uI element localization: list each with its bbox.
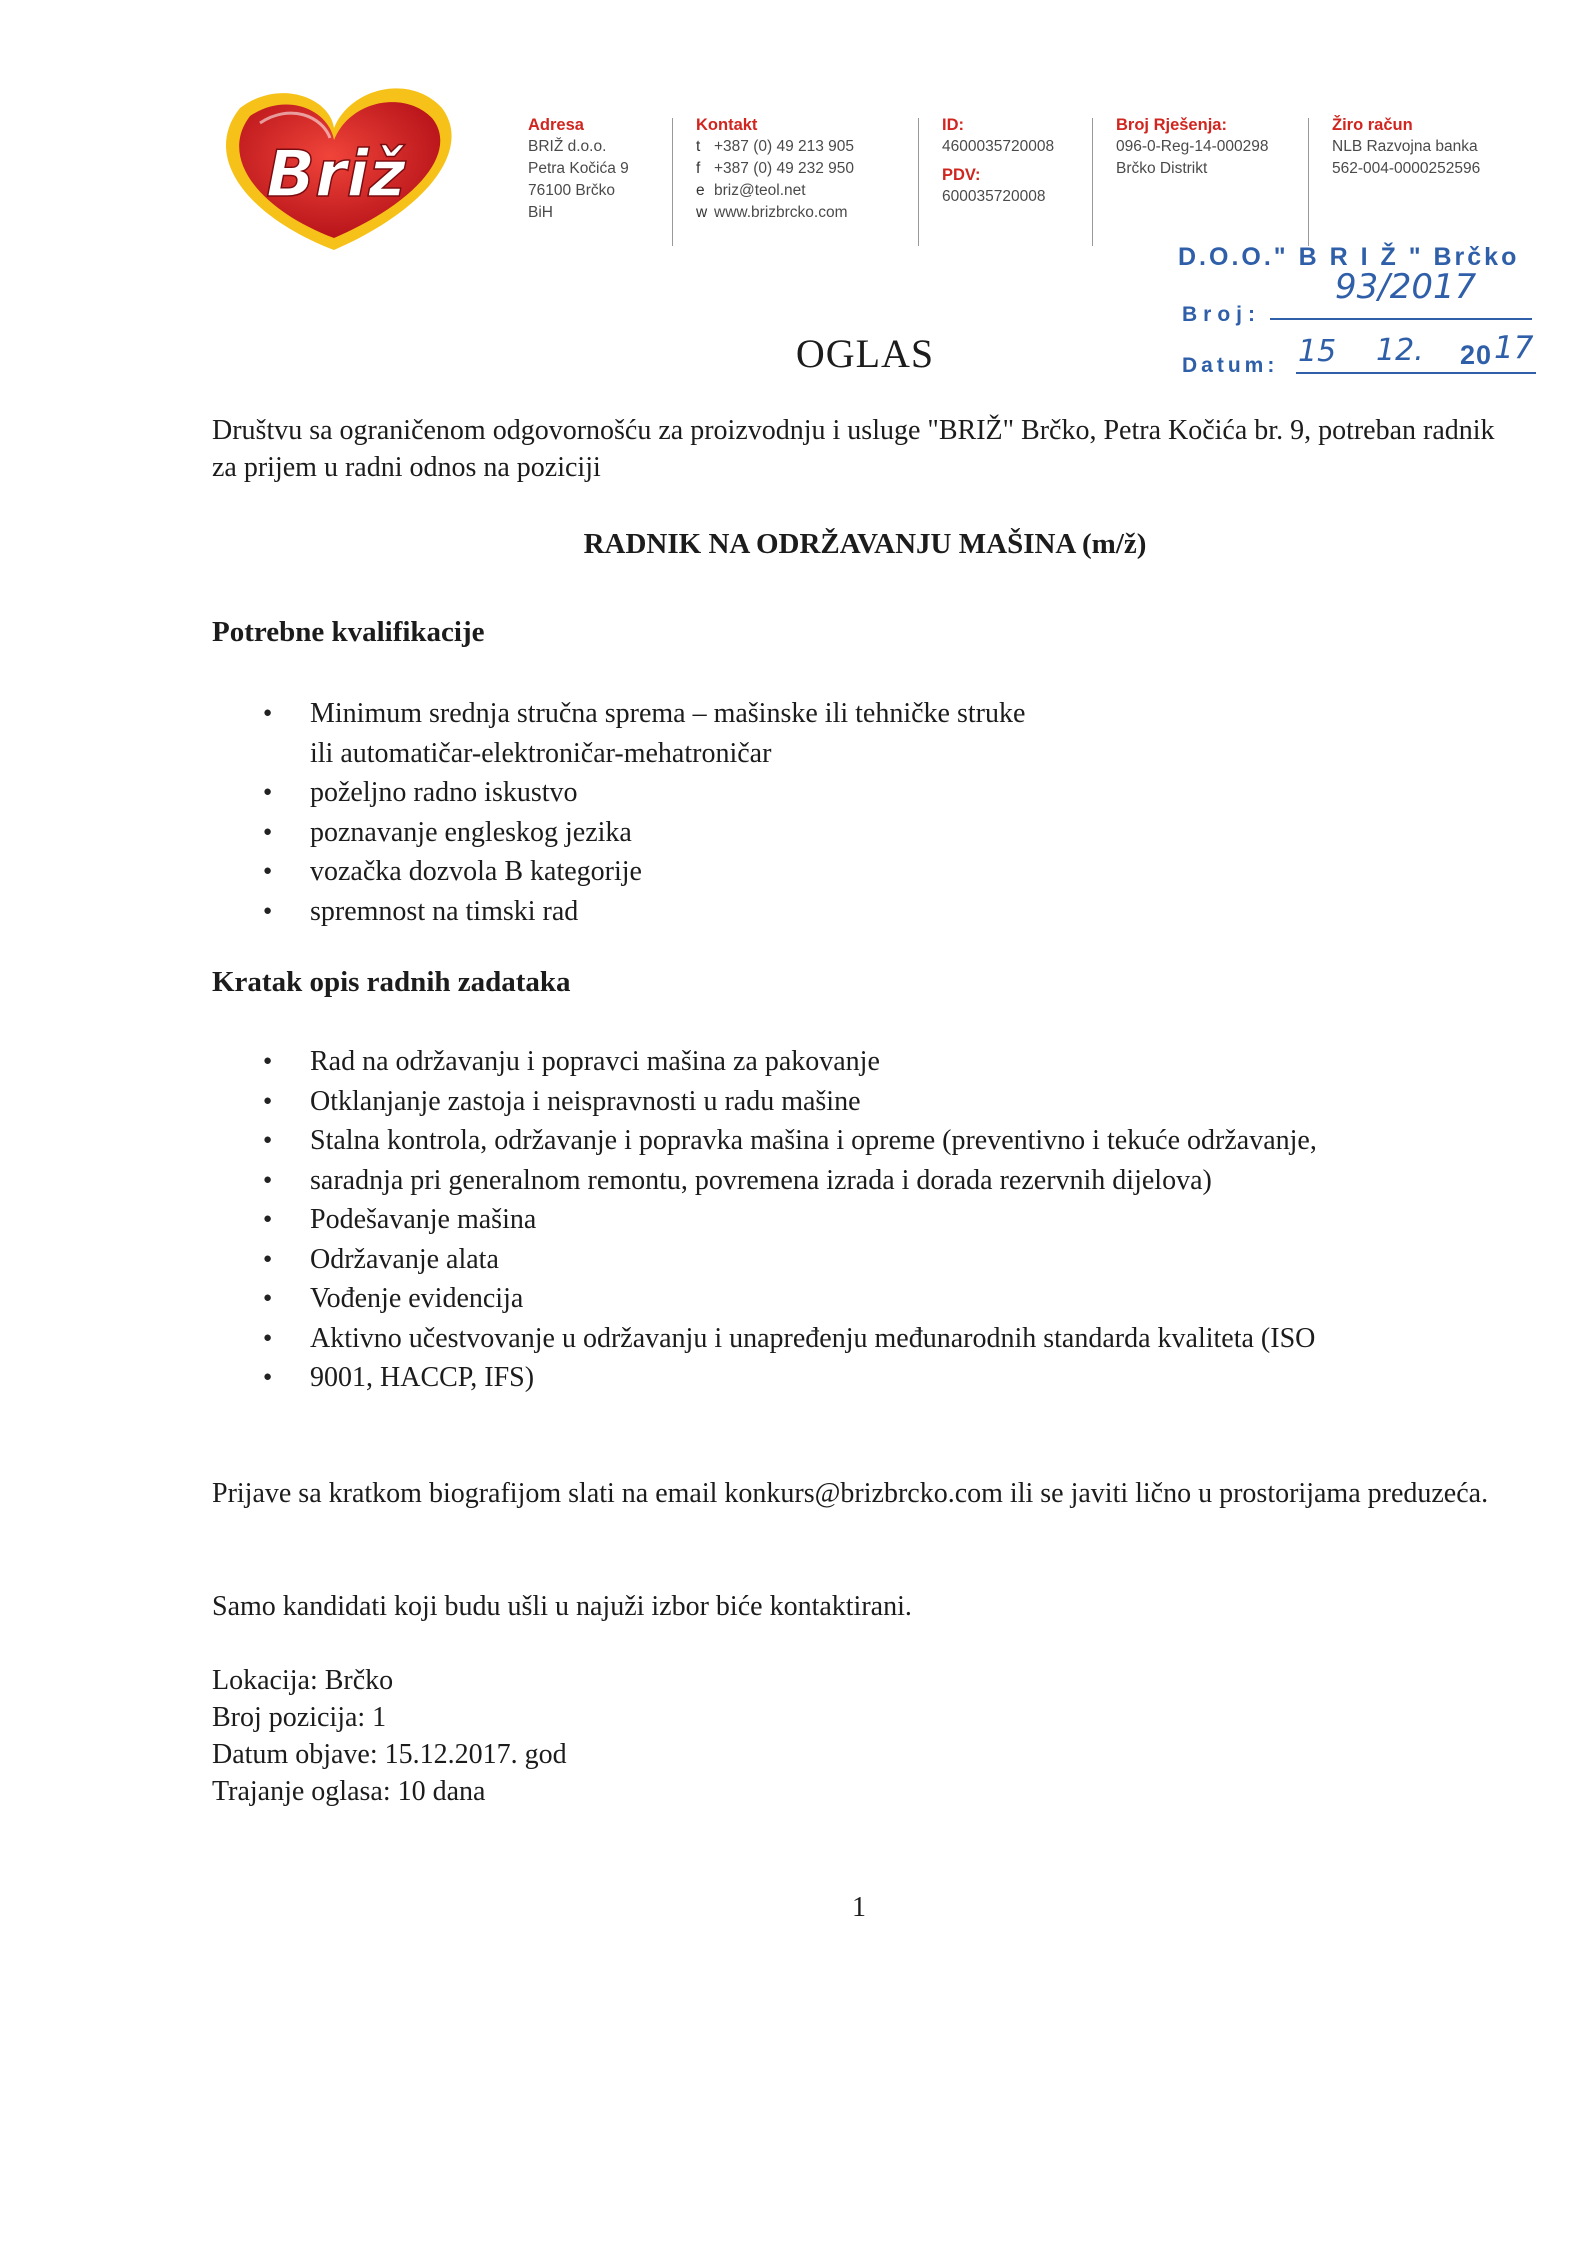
contact-heading: Kontakt: [696, 116, 758, 134]
registration-block: [1116, 114, 1269, 180]
meta-location: Lokacija: Brčko: [212, 1665, 394, 1696]
id-block: [942, 114, 1054, 208]
task-item: ● Vođenje evidencija: [310, 1279, 1550, 1319]
logo-text: Briž: [266, 138, 406, 212]
meta-duration: Trajanje oglasa: 10 dana: [212, 1776, 486, 1807]
task-item: ● saradnja pri generalnom remontu, povremena izrada i dorada rezervnih dijelova): [310, 1161, 1550, 1201]
registration-heading: Broj Rješenja:: [1116, 116, 1227, 134]
task-item: ● Stalna kontrola, održavanje i popravka mašina i opreme (preventivno i tekuće održavanje,: [310, 1121, 1550, 1161]
task-item: ● Otklanjanje zastoja i neispravnosti u radu mašine: [310, 1082, 1550, 1122]
stamp-year-prefix: 20: [1460, 340, 1493, 370]
contact-email: e briz@teol.net: [696, 182, 806, 199]
task-item: ● Održavanje alata: [310, 1240, 1550, 1280]
task-item: ● 9001, HACCP, IFS): [310, 1358, 1550, 1398]
contact-phone: t +387 (0) 49 213 905: [696, 138, 855, 155]
handwritten-day: 15: [1298, 334, 1337, 369]
task-item: ● Rad na održavanju i popravci mašina za pakovanje: [310, 1042, 1550, 1082]
contact-fax: f +387 (0) 49 232 950: [696, 160, 855, 177]
selection-note: Samo kandidati koji budu ušli u najuži izbor biće kontaktirani.: [212, 1591, 912, 1622]
qualification-item: ● vozačka dozvola B kategorije: [310, 852, 1550, 892]
stamp-broj-label: Broj:: [1182, 303, 1261, 326]
address-line: BiH: [528, 204, 553, 221]
contact-block: [696, 114, 854, 224]
page-number: 1: [852, 1892, 866, 1923]
bank-line: 562-004-0000252596: [1332, 160, 1481, 177]
bank-heading: Žiro račun: [1332, 116, 1413, 134]
contact-web: w www.brizbrcko.com: [696, 204, 848, 221]
header-divider: [918, 118, 919, 246]
header-divider: [1092, 118, 1093, 246]
address-line: BRIŽ d.o.o.: [528, 138, 607, 155]
id-heading: ID:: [942, 116, 964, 134]
registration-line: Brčko Distrikt: [1116, 160, 1208, 177]
stamp-title: D.O.O." B R I Ž " Brčko: [1178, 243, 1520, 271]
registration-line: 096-0-Reg-14-000298: [1116, 138, 1269, 155]
position-title: RADNIK NA ODRŽAVANJU MAŠINA (m/ž): [583, 528, 1147, 560]
pdv-value: 600035720008: [942, 188, 1046, 205]
task-item: ● Aktivno učestvovanje u održavanju i unapređenju međunarodnih standarda kvaliteta (ISO: [310, 1319, 1550, 1359]
tasks-list: [310, 1042, 1550, 1398]
address-line: Petra Kočića 9: [528, 160, 629, 177]
bank-block: [1332, 114, 1480, 180]
qualification-item: ● spremnost na timski rad: [310, 892, 1550, 932]
address-heading: Adresa: [528, 116, 584, 134]
id-value: 4600035720008: [942, 138, 1055, 155]
stamp-datum-label: Datum:: [1182, 354, 1279, 377]
header-divider: [1308, 118, 1309, 246]
qualification-item: ● Minimum srednja stručna sprema – mašinske ili tehničke struke: [310, 694, 1550, 734]
meta-published: Datum objave: 15.12.2017. god: [212, 1739, 567, 1770]
tasks-heading: Kratak opis radnih zadataka: [212, 966, 571, 998]
qualifications-list: [310, 694, 1550, 931]
meta-positions: Broj pozicija: 1: [212, 1702, 387, 1733]
qualifications-heading: Potrebne kvalifikacije: [212, 616, 485, 648]
application-paragraph: Prijave sa kratkom biografijom slati na email konkurs@brizbrcko.com ili se javiti lično u prostorijama preduzeća.: [212, 1478, 1489, 1509]
bank-line: NLB Razvojna banka: [1332, 138, 1478, 155]
stamp-broj-line: [1270, 318, 1532, 320]
address-block: [528, 114, 629, 224]
intro-paragraph: Društvu sa ograničenom odgovornošću za proizvodnju i usluge "BRIŽ" Brčko, Petra Kočića br. 9, potreban radnik za prijem u radni odnos na poziciji: [212, 415, 1495, 483]
document-title: OGLAS: [795, 331, 935, 376]
qualification-item: ili automatičar-elektroničar-mehatroničar: [310, 737, 772, 769]
briz-logo: [210, 78, 458, 254]
handwritten-year: 17: [1494, 330, 1534, 366]
pdv-heading: PDV:: [942, 166, 981, 184]
handwritten-month: 12.: [1376, 333, 1424, 368]
qualification-item: ● poželjno radno iskustvo: [310, 773, 1550, 813]
header-divider: [672, 118, 673, 246]
task-item: ● Podešavanje mašina: [310, 1200, 1550, 1240]
handwritten-number: 93/2017: [1335, 267, 1477, 307]
address-line: 76100 Brčko: [528, 182, 616, 199]
qualification-item: ● poznavanje engleskog jezika: [310, 813, 1550, 853]
